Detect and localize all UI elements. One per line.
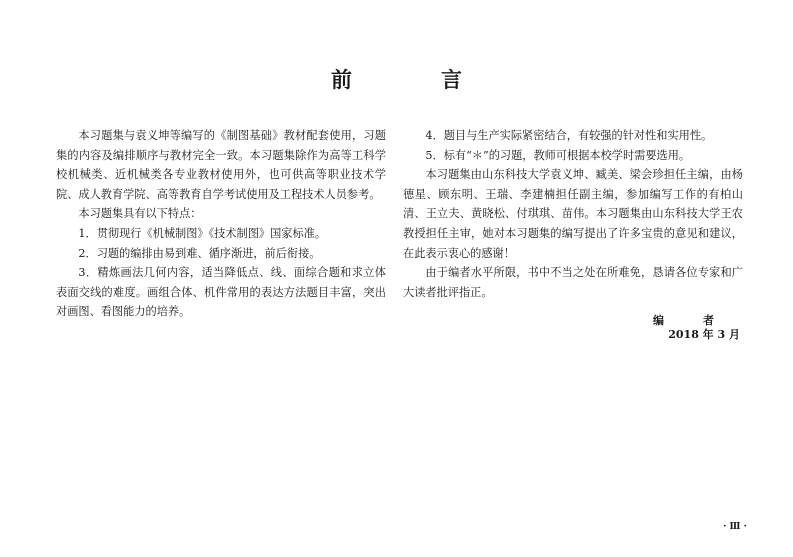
paragraph-features-heading: 本习题集具有以下特点： bbox=[78, 207, 202, 221]
list-item-feature-4: 4．题目与生产实际紧密结合，有较强的针对性和实用性。 bbox=[425, 129, 713, 142]
list-item-feature-2: 2．习题的编排由易到难、循序渐进，前后衔接。 bbox=[78, 246, 321, 260]
signature-date: 2018 年 3 月 bbox=[668, 328, 740, 341]
signature-editors: 编 者 bbox=[653, 314, 728, 327]
page-number: · Ⅲ · bbox=[723, 522, 747, 532]
paragraph-authors: 本习题集由山东科技大学袁义坤、臧美、梁会珍担任主编，由杨德星、顾东明、王瑞、李建楠担任副主编，参加编写工作的有柏山清、王立夫、黄晓松、付琪琪、苗伟。本习题集由山东科技大学王农教授担任主审，她对本习题集的编写提出了许多宝贵的意见和建议，在此表示衷心的感谢！ bbox=[403, 168, 743, 260]
page-title: 前 言 bbox=[331, 67, 496, 92]
left-column bbox=[56, 126, 386, 322]
list-item-feature-5: 5．标有“＊”的习题，教师可根据本校学时需要选用。 bbox=[425, 148, 691, 162]
paragraph-intro: 本习题集与袁义坤等编写的《制图基础》教材配套使用，习题集的内容及编排顺序与教材完全一致。本习题集除作为高等工科学校机械类、近机械类各专业教材使用外，也可供高等职业技术学院、成人教育学院、高等教育自学考试使用及工程技术人员参考。 bbox=[56, 129, 386, 201]
right-column bbox=[403, 126, 743, 302]
list-item-feature-3: 3．精炼画法几何内容，适当降低点、线、面综合题和求立体表面交线的难度。画组合体、机件常用的表达方法题目丰富，突出对画图、看图能力的培养。 bbox=[56, 266, 386, 319]
list-item-feature-1: 1．贯彻现行《机械制图》《技术制图》国家标准。 bbox=[78, 226, 327, 240]
paragraph-closing: 由于编者水平所限，书中不当之处在所难免，恳请各位专家和广大读者批评指正。 bbox=[403, 266, 743, 299]
